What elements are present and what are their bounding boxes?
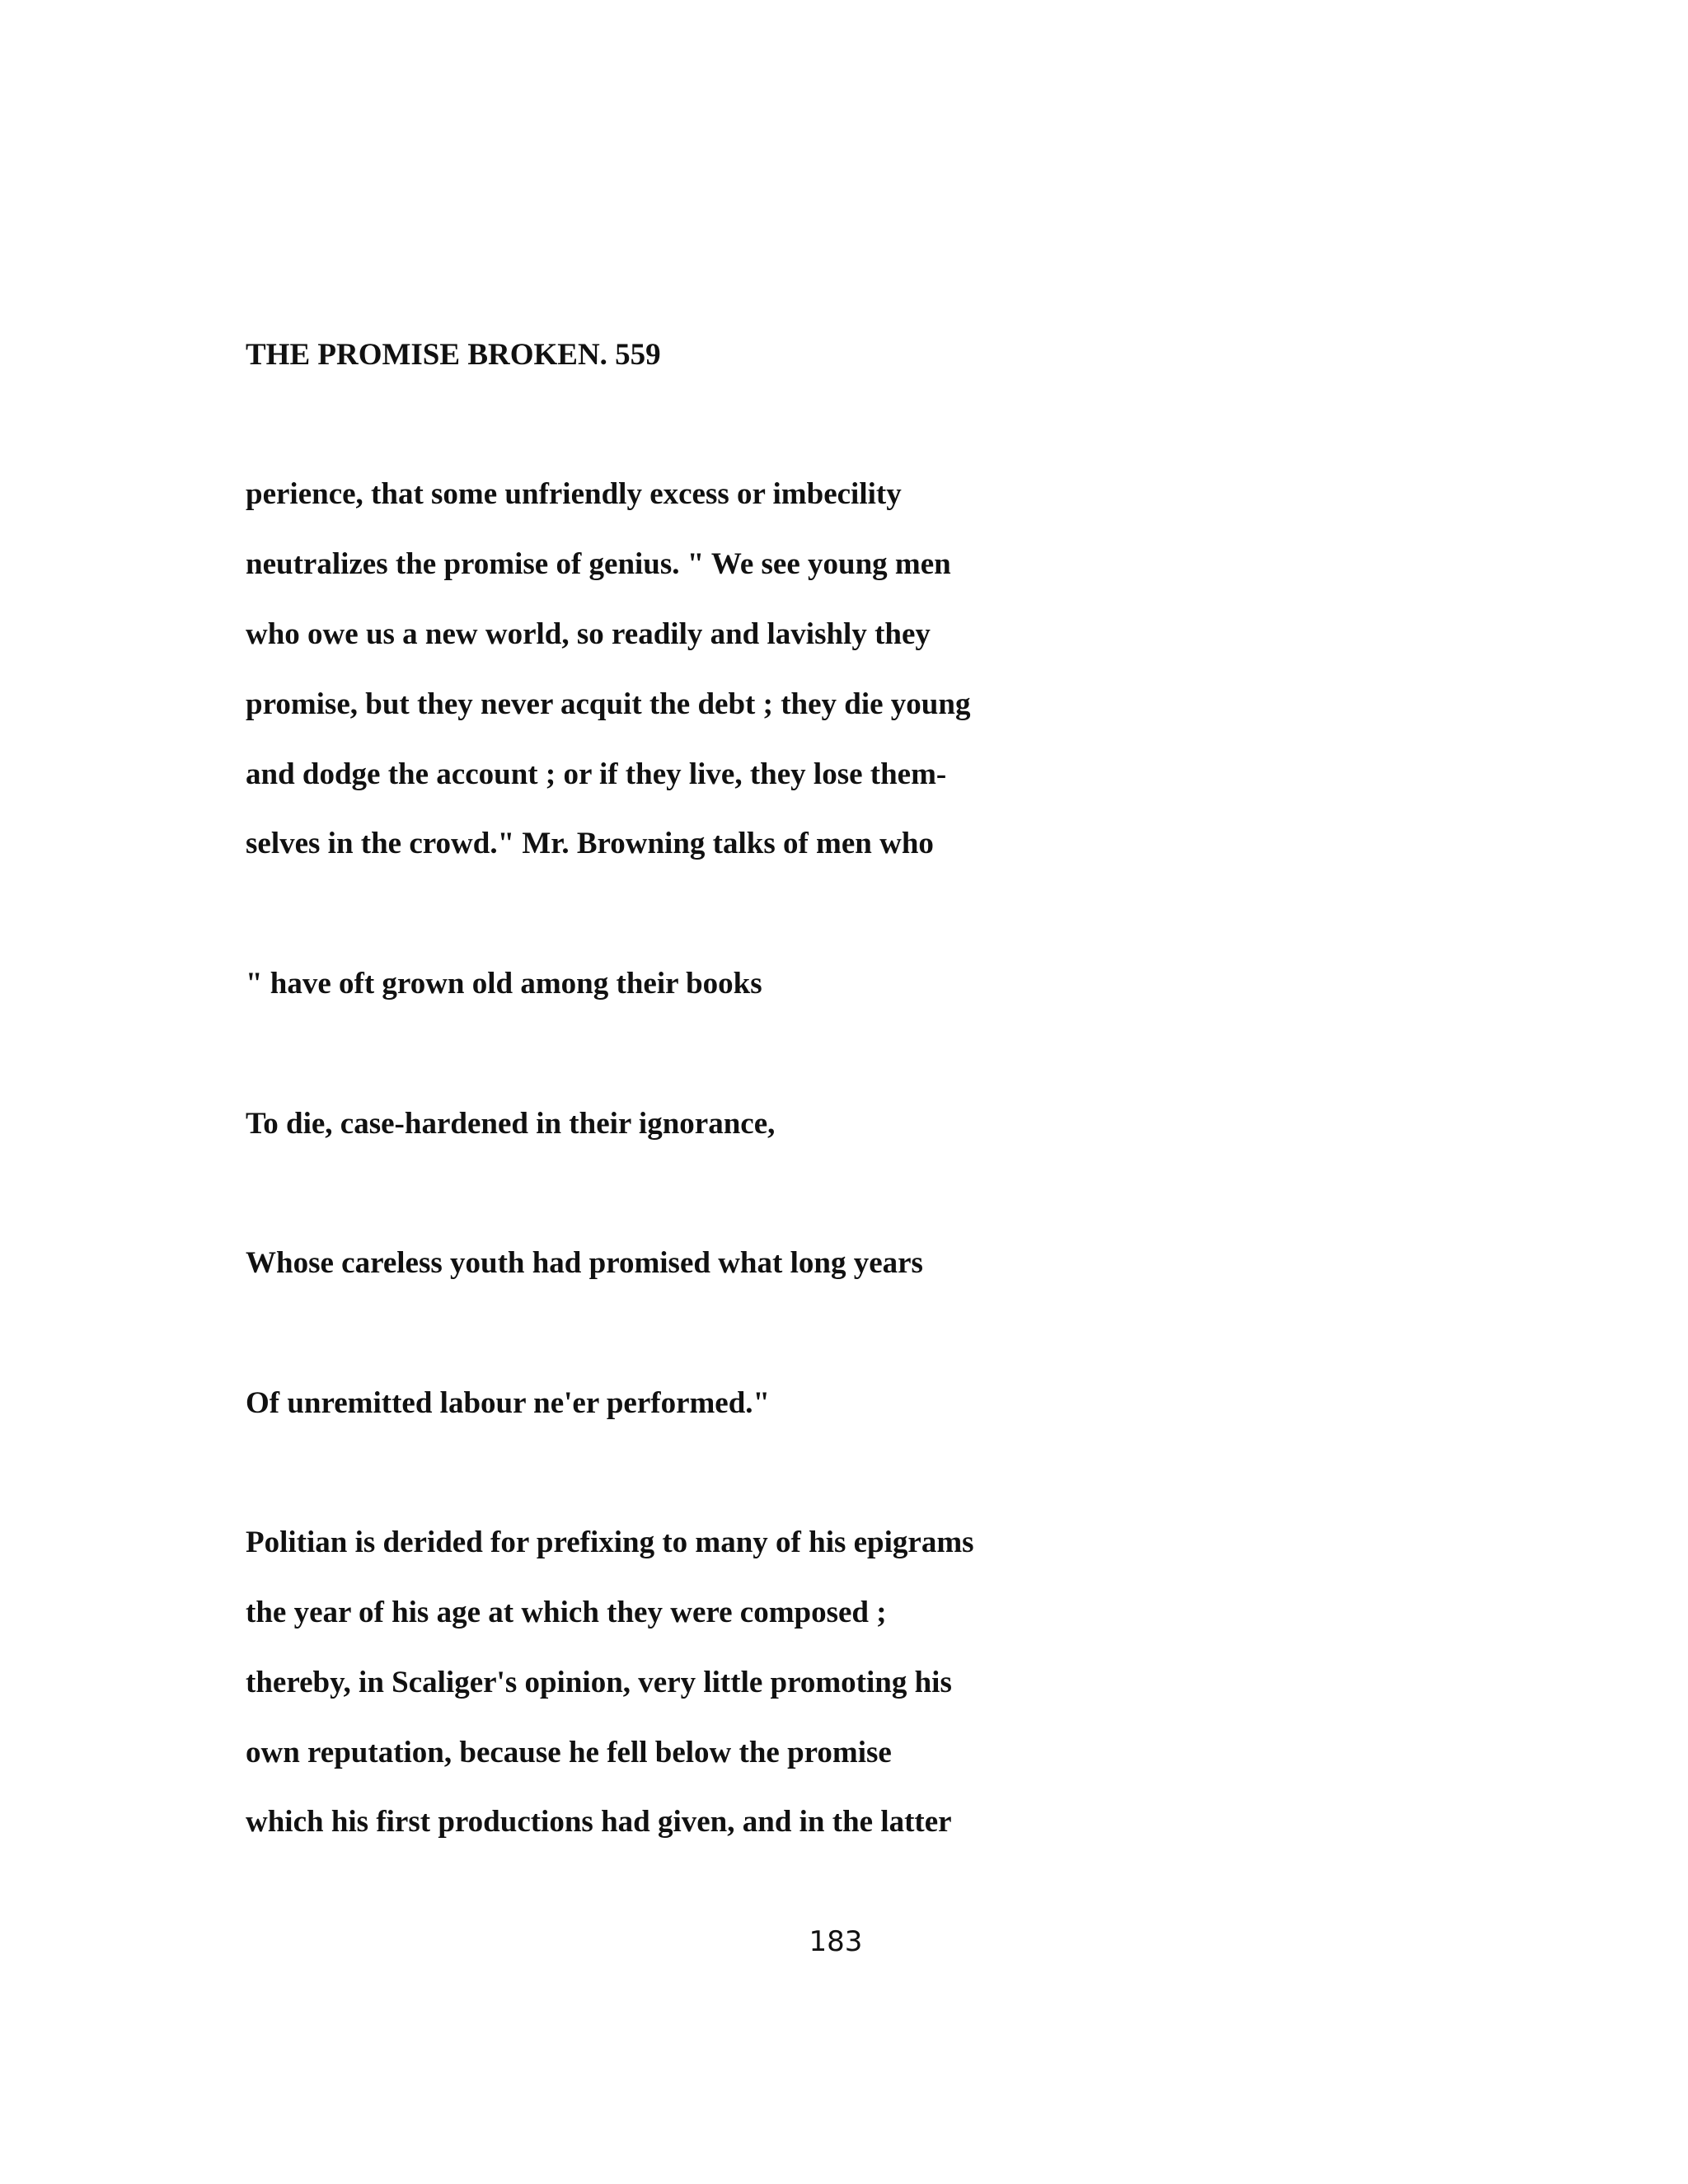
- page-number: 183: [809, 1925, 863, 1958]
- text-line: neutralizes the promise of genius. " We see young men: [246, 547, 951, 581]
- text-line: the year of his age at which they were composed ;: [246, 1596, 887, 1629]
- text-line: who owe us a new world, so readily and lavishly they: [246, 617, 931, 651]
- quote-line: Of unremitted labour ne'er performed.": [246, 1386, 771, 1420]
- text-line: which his first productions had given, and in the latter: [246, 1805, 952, 1839]
- text-line: perience, that some unfriendly excess or imbecility: [246, 477, 902, 511]
- text-line: and dodge the account ; or if they live, they lose them-: [246, 757, 947, 791]
- quote-line: " have oft grown old among their books: [246, 967, 762, 1001]
- running-header: THE PROMISE BROKEN. 559: [246, 338, 661, 372]
- text-line: thereby, in Scaliger's opinion, very little promoting his: [246, 1666, 952, 1699]
- text-line: promise, but they never acquit the debt ; they die young: [246, 687, 971, 721]
- quote-line: Whose careless youth had promised what long years: [246, 1246, 923, 1280]
- text-line: own reputation, because he fell below the promise: [246, 1736, 892, 1769]
- text-line: selves in the crowd." Mr. Browning talks of men who: [246, 827, 934, 860]
- quote-line: To die, case-hardened in their ignorance,: [246, 1107, 776, 1141]
- text-line: Politian is derided for prefixing to many of his epigrams: [246, 1526, 974, 1559]
